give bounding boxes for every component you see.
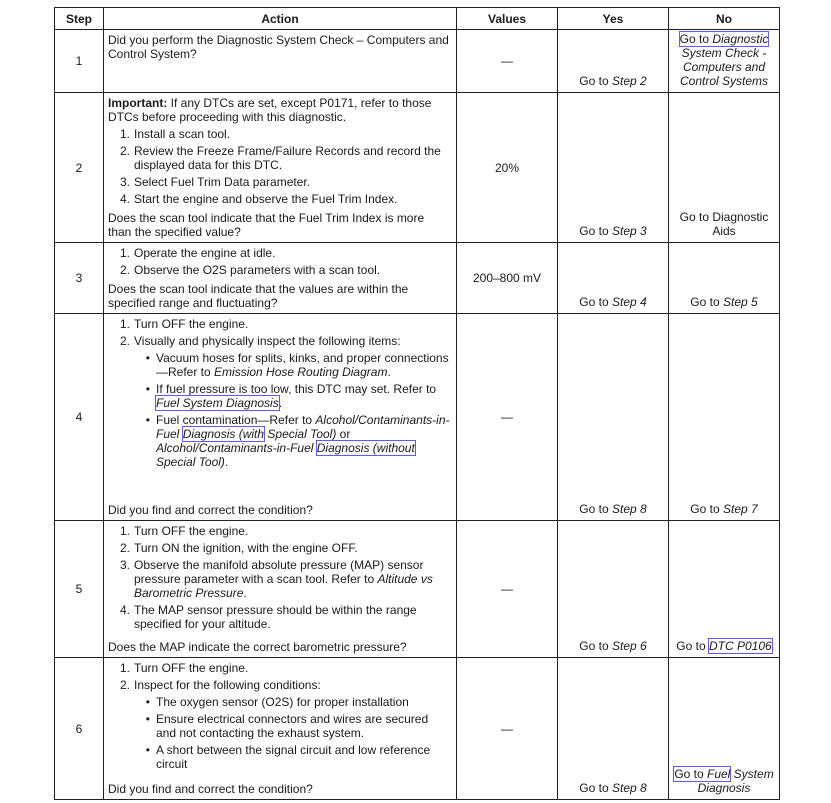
italic-reference-text: Step 8 xyxy=(611,502,647,516)
action-content xyxy=(104,658,456,799)
text-segment: . xyxy=(387,365,391,379)
action-content xyxy=(104,30,456,92)
text-segment: The MAP sensor pressure should be within the range specified for your altitude. xyxy=(134,603,417,631)
italic-reference-text: Special Tool) xyxy=(264,427,337,441)
text-segment: If any DTCs are set, except P0171, refer to those DTCs before proceeding with this diagnostic. xyxy=(108,96,432,124)
step-number: 1 xyxy=(55,30,104,93)
text-segment: Does the MAP indicate the correct barometric pressure? xyxy=(108,640,407,654)
step-line xyxy=(108,127,450,141)
action-step xyxy=(108,334,450,469)
bullet-icon: • xyxy=(145,743,150,757)
step-number: 4 xyxy=(55,314,104,521)
action-step xyxy=(108,127,450,141)
action-question xyxy=(108,782,450,796)
action-question xyxy=(108,211,450,239)
action-step xyxy=(108,603,450,631)
step-index: 1. xyxy=(119,246,130,260)
text-segment: or xyxy=(336,427,351,441)
no-action xyxy=(669,30,780,93)
italic-reference-text: Step 5 xyxy=(722,295,758,309)
step-text xyxy=(134,334,401,348)
step-line xyxy=(108,558,450,600)
step-text xyxy=(134,175,310,189)
italic-reference-text: Step 2 xyxy=(611,74,647,88)
step-text xyxy=(134,661,248,675)
bullet-text xyxy=(156,413,450,469)
italic-reference-text: Alcohol/Contaminants-in-Fuel xyxy=(156,413,450,441)
text-segment: Go to Diagnostic Aids xyxy=(679,210,769,238)
table-row xyxy=(55,521,780,658)
text-segment: A short between the signal circuit and low reference circuit xyxy=(156,743,431,771)
italic-reference-text: Alcohol/Contaminants-in-Fuel xyxy=(156,441,317,455)
action-steps xyxy=(108,524,450,631)
action-question xyxy=(108,503,450,517)
italic-reference-text: Fuel xyxy=(707,767,731,781)
text-segment: Go to xyxy=(579,224,612,238)
text-segment: Go to xyxy=(690,502,723,516)
step-index: 2. xyxy=(119,678,130,692)
bullet-icon: • xyxy=(145,413,150,427)
text-segment: Select Fuel Trim Data parameter. xyxy=(134,175,311,189)
cross-reference-link[interactable] xyxy=(680,32,769,46)
yes-action xyxy=(558,521,669,658)
step-number: 5 xyxy=(55,521,104,658)
text-segment: The oxygen sensor (O2S) for proper installation xyxy=(156,695,409,709)
step-line xyxy=(108,603,450,631)
action-content xyxy=(104,93,456,242)
header-values: Values xyxy=(457,8,558,30)
action-step xyxy=(108,246,450,260)
table-row xyxy=(55,314,780,521)
text-segment: Go to xyxy=(579,639,612,653)
action-step xyxy=(108,524,450,538)
cross-reference-link[interactable] xyxy=(709,639,772,653)
action-content xyxy=(104,521,456,657)
text-segment: . xyxy=(278,396,283,410)
text-segment: Go to xyxy=(579,781,612,795)
bullet-text xyxy=(156,351,450,379)
text-segment: . xyxy=(224,455,229,469)
italic-reference-text: Step 8 xyxy=(611,781,647,795)
step-number: 2 xyxy=(55,93,104,243)
action-intro xyxy=(108,96,450,124)
step-index: 1. xyxy=(119,661,130,675)
step-text xyxy=(134,263,380,277)
bullet-icon: • xyxy=(145,695,150,709)
header-no: No xyxy=(669,8,780,30)
action-cell xyxy=(104,521,457,658)
table-row xyxy=(55,93,780,243)
bullet-item xyxy=(108,413,450,469)
text-segment: Inspect for the following conditions: xyxy=(134,678,321,692)
text-segment: Observe the manifold absolute pressure (MAP) sensor pressure parameter with a scan tool. Refer to xyxy=(134,558,424,586)
italic-reference-text: Diagnostic xyxy=(712,32,769,46)
text-segment: Does the scan tool indicate that the values are within the specified range and fluctuating? xyxy=(108,282,409,310)
yes-action xyxy=(558,93,669,243)
step-line xyxy=(108,334,450,348)
step-index: 2. xyxy=(119,541,130,555)
action-step xyxy=(108,175,450,189)
text-segment: Go to xyxy=(679,32,713,46)
bullet-item xyxy=(108,712,450,740)
no-action xyxy=(669,314,780,521)
yes-action xyxy=(558,314,669,521)
no-action xyxy=(669,243,780,314)
text-segment: Go to xyxy=(690,295,723,309)
action-content xyxy=(104,314,456,520)
step-text xyxy=(134,524,248,538)
step-index: 4. xyxy=(119,192,130,206)
text-segment: Review the Freeze Frame/Failure Records and record the displayed data for this DTC. xyxy=(134,144,441,172)
step-line xyxy=(108,144,450,172)
bullet-item xyxy=(108,351,450,379)
text-segment: Observe the O2S parameters with a scan tool. xyxy=(134,263,381,277)
bullet-icon: • xyxy=(145,712,150,726)
spec-value: — xyxy=(457,658,558,800)
step-text xyxy=(134,246,275,260)
bullet-text xyxy=(156,712,450,740)
cross-reference-link[interactable] xyxy=(674,767,730,781)
action-step xyxy=(108,541,450,555)
italic-reference-text: Fuel System Diagnosis xyxy=(156,396,279,410)
bullet-item xyxy=(108,743,450,771)
action-cell xyxy=(104,243,457,314)
step-line xyxy=(108,317,450,331)
bullet-text xyxy=(156,743,450,771)
italic-reference-text: System Diagnosis xyxy=(697,767,774,795)
action-step xyxy=(108,558,450,600)
text-segment: Go to xyxy=(674,767,707,781)
italic-reference-text: DTC P0106 xyxy=(708,639,772,653)
step-number: 6 xyxy=(55,658,104,800)
text-segment: Did you find and correct the condition? xyxy=(108,503,313,517)
italic-reference-text: System Check - Computers and Control Systems xyxy=(679,46,769,88)
diagnostic-table xyxy=(54,7,780,800)
text-segment: Go to xyxy=(579,502,612,516)
step-index: 1. xyxy=(119,317,130,331)
step-index: 2. xyxy=(119,144,130,158)
action-step xyxy=(108,661,450,675)
header-step: Step xyxy=(55,8,104,30)
step-text xyxy=(134,192,397,206)
step-text xyxy=(134,603,450,631)
yes-action xyxy=(558,658,669,800)
spec-value: — xyxy=(457,521,558,658)
action-question xyxy=(108,282,450,310)
step-text xyxy=(134,678,321,692)
text-segment: Visually and physically inspect the following items: xyxy=(134,334,401,348)
action-intro xyxy=(108,33,450,61)
step-line xyxy=(108,175,450,189)
text-segment: If fuel pressure is too low, this DTC may set. Refer to xyxy=(156,382,437,396)
italic-reference-text: Diagnosis (without xyxy=(316,441,415,455)
header-action: Action xyxy=(104,8,457,30)
text-segment: Ensure electrical connectors and wires are secured and not contacting the exhaust system. xyxy=(156,712,429,740)
action-content xyxy=(104,243,456,313)
step-index: 3. xyxy=(119,175,130,189)
bullet-item xyxy=(108,382,450,410)
text-segment: Vacuum hoses for splits, kinks, and proper connections—Refer to xyxy=(156,351,449,379)
action-steps xyxy=(108,246,450,277)
header-yes: Yes xyxy=(558,8,669,30)
bullet-text xyxy=(156,382,450,410)
no-action xyxy=(669,521,780,658)
text-segment: Go to xyxy=(579,295,612,309)
text-segment: Start the engine and observe the Fuel Trim Index. xyxy=(134,192,398,206)
yes-action xyxy=(558,243,669,314)
action-cell xyxy=(104,314,457,521)
text-segment: Install a scan tool. xyxy=(134,127,231,141)
bullet-item xyxy=(108,695,450,709)
action-cell xyxy=(104,658,457,800)
action-question xyxy=(108,640,450,654)
italic-reference-text: Step 7 xyxy=(722,502,758,516)
action-steps xyxy=(108,317,450,469)
header-row xyxy=(55,8,780,30)
text-segment: Turn OFF the engine. xyxy=(134,317,249,331)
text-segment: Turn OFF the engine. xyxy=(134,661,249,675)
text-segment: Go to xyxy=(676,639,709,653)
step-index: 1. xyxy=(119,127,130,141)
step-text xyxy=(134,541,358,555)
action-cell xyxy=(104,30,457,93)
text-segment: Turn ON the ignition, with the engine OFF. xyxy=(134,541,358,555)
step-line xyxy=(108,192,450,206)
action-step xyxy=(108,317,450,331)
step-index: 2. xyxy=(119,334,130,348)
step-line xyxy=(108,661,450,675)
step-text xyxy=(134,558,450,600)
spec-value: — xyxy=(457,30,558,93)
step-index: 4. xyxy=(119,603,130,617)
step-index: 1. xyxy=(119,524,130,538)
no-action xyxy=(669,658,780,800)
yes-action xyxy=(558,30,669,93)
step-text xyxy=(134,127,230,141)
italic-reference-text: Step 4 xyxy=(611,295,647,309)
step-line xyxy=(108,541,450,555)
table-row xyxy=(55,243,780,314)
text-segment: Did you perform the Diagnostic System Check – Computers and Control System? xyxy=(108,33,449,61)
text-segment: . xyxy=(243,586,247,600)
italic-reference-text: Altitude vs Barometric Pressure xyxy=(134,572,433,600)
text-segment: Did you find and correct the condition? xyxy=(108,782,313,796)
step-index: 2. xyxy=(119,263,130,277)
step-line xyxy=(108,678,450,692)
italic-reference-text: Step 6 xyxy=(611,639,647,653)
text-segment: Operate the engine at idle. xyxy=(134,246,276,260)
cross-reference-link[interactable] xyxy=(156,396,279,410)
step-text xyxy=(134,144,450,172)
step-index: 3. xyxy=(119,558,130,572)
step-line xyxy=(108,524,450,538)
action-step xyxy=(108,144,450,172)
no-action xyxy=(669,93,780,243)
action-step xyxy=(108,263,450,277)
action-cell xyxy=(104,93,457,243)
text-segment: Does the scan tool indicate that the Fuel Trim Index is more than the specified value? xyxy=(108,211,425,239)
action-step xyxy=(108,192,450,206)
spec-value: 20% xyxy=(457,93,558,243)
text-segment: Important: xyxy=(108,96,168,110)
italic-reference-text: Diagnosis (with xyxy=(182,427,265,441)
cross-reference-link[interactable] xyxy=(183,427,264,441)
bullet-icon: • xyxy=(145,382,150,396)
action-step xyxy=(108,678,450,771)
table-row xyxy=(55,30,780,93)
spec-value: 200–800 mV xyxy=(457,243,558,314)
italic-reference-text: Special Tool) xyxy=(156,455,225,469)
step-line xyxy=(108,263,450,277)
action-steps xyxy=(108,33,450,64)
bullet-icon: • xyxy=(145,351,150,365)
text-segment: Turn OFF the engine. xyxy=(134,524,249,538)
action-steps xyxy=(108,661,450,771)
step-number: 3 xyxy=(55,243,104,314)
text-segment: Fuel contamination—Refer to xyxy=(156,413,316,427)
italic-reference-text: Emission Hose Routing Diagram xyxy=(214,365,388,379)
text-segment: Go to xyxy=(579,74,612,88)
table-row xyxy=(55,658,780,800)
cross-reference-link[interactable] xyxy=(317,441,415,455)
bullet-text xyxy=(156,695,409,709)
action-steps xyxy=(108,96,450,206)
spec-value: — xyxy=(457,314,558,521)
italic-reference-text: Step 3 xyxy=(611,224,647,238)
step-line xyxy=(108,246,450,260)
step-text xyxy=(134,317,248,331)
